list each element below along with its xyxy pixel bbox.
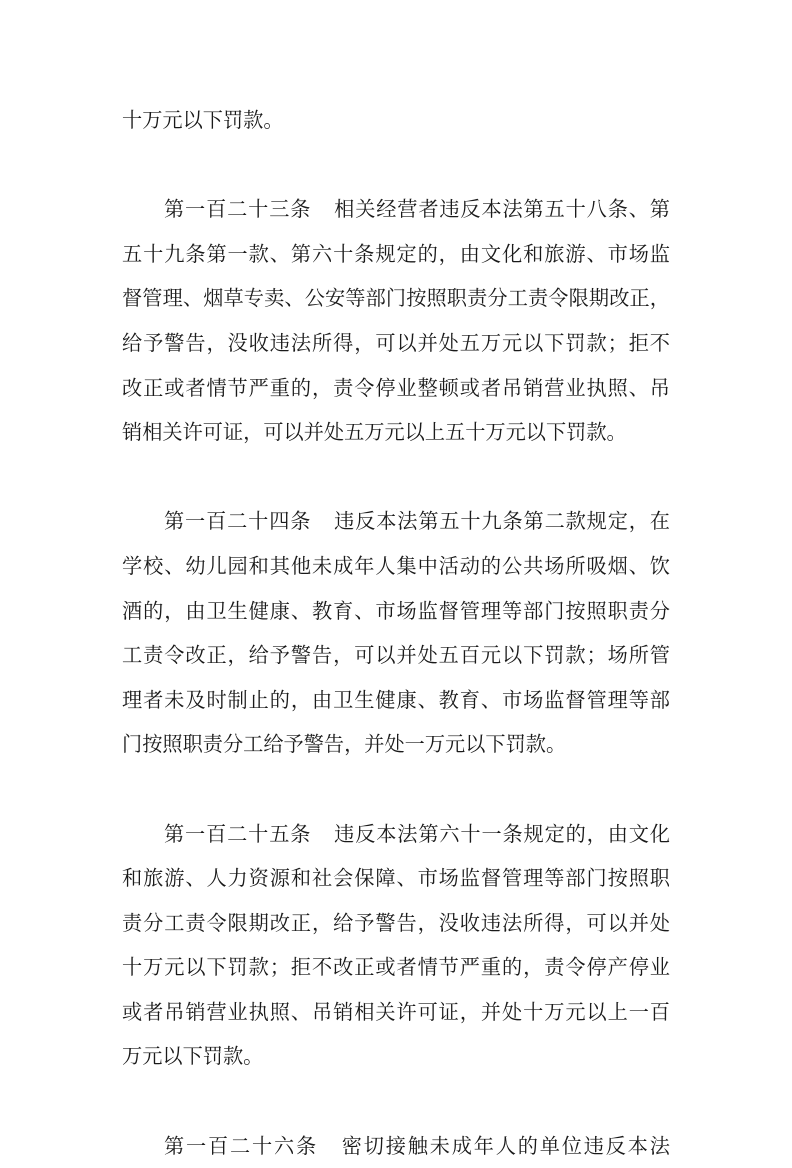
text-line: 第一百二十五条 违反本法第六十一条规定的，由文化: [164, 821, 670, 846]
text-line: 五十九条第一款、第六十条规定的，由文化和旅游、市场监: [122, 241, 670, 266]
text-line: 门按照职责分工给予警告，并处一万元以下罚款。: [122, 732, 567, 757]
article-heading: 第一百二十六条: [164, 1133, 318, 1158]
paragraph-gap: [122, 455, 670, 500]
article-126: [122, 1124, 670, 1168]
text-line: 督管理、烟草专卖、公安等部门按照职责分工责令限期改正，: [122, 286, 670, 311]
text-line: 第一百二十六条 密切接触未成年人的单位违反本法: [164, 1133, 670, 1158]
article-heading: 第一百二十四条: [164, 509, 312, 534]
article-124: [122, 499, 670, 767]
text-line: 学校、幼儿园和其他未成年人集中活动的公共场所吸烟、饮: [122, 553, 670, 578]
article-heading: 第一百二十三条: [164, 197, 312, 222]
text-line: 或者吊销营业执照、吊销相关许可证，并处十万元以上一百: [122, 999, 670, 1024]
text-line: 和旅游、人力资源和社会保障、市场监督管理等部门按照职: [122, 866, 670, 891]
document-page: [122, 98, 670, 1168]
text-line: 第一百二十三条 相关经营者违反本法第五十八条、第: [164, 197, 670, 222]
text-line: 理者未及时制止的，由卫生健康、教育、市场监督管理等部: [122, 687, 670, 712]
paragraph-continuation: [122, 98, 670, 143]
paragraph-gap: [122, 1079, 670, 1124]
text-line: 十万元以下罚款；拒不改正或者情节严重的，责令停产停业: [122, 955, 670, 980]
text-line: 给予警告，没收违法所得，可以并处五万元以下罚款；拒不: [122, 330, 670, 355]
article-heading: 第一百二十五条: [164, 821, 312, 846]
paragraph-gap: [122, 143, 670, 188]
article-123: [122, 187, 670, 455]
paragraph-gap: [122, 767, 670, 812]
article-125: [122, 812, 670, 1080]
text-line: 第一百二十四条 违反本法第五十九条第二款规定，在: [164, 509, 670, 534]
text-line: 改正或者情节严重的，责令停业整顿或者吊销营业执照、吊: [122, 375, 670, 400]
text-line: 万元以下罚款。: [122, 1044, 264, 1069]
text-line: 销相关许可证，可以并处五万元以上五十万元以下罚款。: [122, 420, 627, 445]
text-line: 酒的，由卫生健康、教育、市场监督管理等部门按照职责分: [122, 598, 670, 623]
text-line: 十万元以下罚款。: [122, 108, 284, 132]
text-line: 责分工责令限期改正，给予警告，没收违法所得，可以并处: [122, 910, 670, 935]
text-line: 工责令改正，给予警告，可以并处五百元以下罚款；场所管: [122, 643, 670, 668]
